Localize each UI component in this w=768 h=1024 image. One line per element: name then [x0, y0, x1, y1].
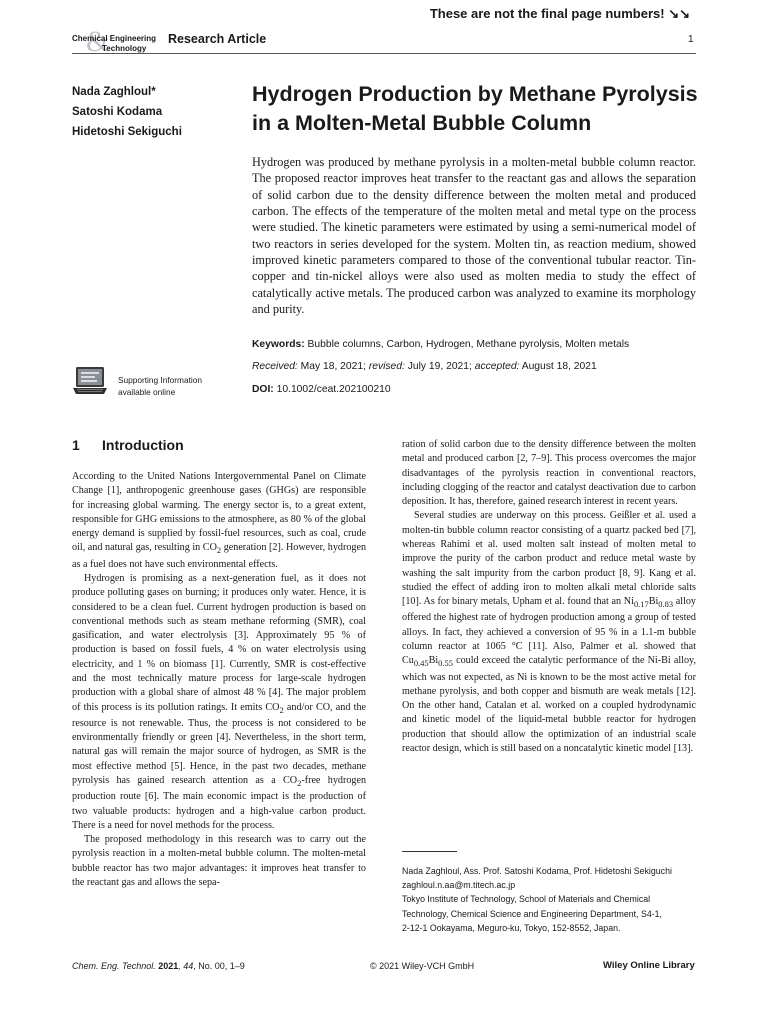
logo-ampersand: & [86, 25, 110, 58]
footnote-line: Tokyo Institute of Technology, School of Materials and Chemical [402, 894, 651, 905]
title-line: in a Molten-Metal Bubble Column [252, 111, 592, 135]
section-number: 1 [72, 437, 80, 453]
copyright: © 2021 Wiley-VCH GmbH [370, 961, 475, 971]
body-column-right [402, 438, 696, 756]
paragraph: Hydrogen is promising as a next-generation fuel, as it does not produce polluting gases on burning; it produces only water. Hence, it is considered to be a clean fuel. Current hydrogen production is based on conventional methods such as steam methane reforming (SMR), coal gasification, and water electrolysis [3]. Approximately 95 % of production is based on fossil fuels, 4 % on water electrolysis using electricity, and 1 % on biomass [1]. Currently, SMR is cost-effective and the most technically mature process for large-scale hydrogen production with a global share of almost 48 % [4]. The major problem of this process is its pollution ratings. It emits $CO_2$ and/or CO, and the resource is not renewable. Thus, the process is not considered to be environmentally friendly or green [4]. Nevertheless, in the short term, natural gas will remain the major source of hydrogen, as SMR is the most effective method [5]. Hence, in the past two decades, methane pyrolysis has gained research attention as a $CO_2$-free hydrogen production route [6]. The main economic impact is the production of two valuable products: hydrogen and a high-value carbon product. There is a need for novel methods for the process. [72, 573, 367, 831]
keywords [252, 339, 696, 350]
proof-notice: These are not the final page numbers! ↘↘ [429, 6, 690, 21]
received-label: Received: [252, 361, 298, 372]
accepted-date: August 18, 2021 [521, 361, 597, 372]
section-heading [72, 437, 184, 453]
received-date: May 18, 2021; [300, 361, 366, 372]
header-divider [72, 53, 696, 54]
doi-value[interactable]: 10.1002/ceat.202100210 [276, 384, 391, 395]
si-line: available online [118, 387, 176, 397]
doi-label: DOI: [252, 384, 274, 395]
section-title: Introduction [102, 437, 184, 453]
paragraph: The proposed methodology in this research was to carry out the pyrolysis reaction in a molten-metal bubble column. The molten-metal bubble reactor has two major advantages: it improves heat transfer to the reactant gas and allows the sepa- [72, 834, 366, 888]
logo-line-2: Technology [102, 44, 147, 53]
paragraph: Several studies are underway on this process. Geißler et al. used a molten-tin bubble column reactor consisting of a quartz packed bed [7], whereas Rahimi et al. used molten salt instead of molten metal to improve the purity of the carbon product and reduce metal waste by washing the salt impurity from the carbon product [8, 9]. Kang et al. studied the effect of adding iron to molten alkali metal chloride salts [10]. As for binary metals, Upham et al. found that an $Ni_{0.17}Bi_{0.83}$ alloy offered the highest rate of hydrogen production among a group of tested alloys. In fact, they achieved a conversion of 95 % in a 1.1-m bubble column reactor at 1065 °C [11]. Also, Palmer et al. showed that $Cu_{0.45}Bi_{0.55}$ could exceed the catalytic performance of the Ni-Bi alloy, which was not expected, as Ni is known to be the most active metal for methane pyrolysis, and both copper and bismuth are weak metals [12]. On the other hand, Catalan et al. worked on a coupled hydrodynamic and kinetic model of the liquid-metal bubble reactor for hydrogen production that should allow the optimization of an industrial scale reactor design, which is still based on a noncatalytic kinetic model [13]. [402, 510, 696, 754]
article-dates [252, 361, 597, 372]
body-column-left [72, 470, 366, 890]
keywords-label: Keywords: [252, 339, 305, 350]
author-name: Nada Zaghloul* [72, 86, 156, 98]
paragraph: ration of solid carbon due to the density difference between the molten metal and produced carbon [2, 7–9]. This process overcomes the major disadvantages of the pyrolysis reaction in conventional reactors, including clogging of the reactor and catalyst deactivation due to carbon deposition. It has, therefore, gained research interest in recent years. [402, 439, 696, 508]
accepted-label: accepted: [474, 361, 520, 372]
revised-label: revised: [368, 361, 405, 372]
author-list [72, 82, 182, 142]
paragraph: According to the United Nations Intergovernmental Panel on Climate Change [1], anthropogenic greenhouse gases (GHGs) are responsible for increasing global warming. The energy sector is, to a great extent, responsible for GHG emissions to the atmosphere, as 80 % of the global energy demand is supplied by fossil-fuel resources, such as coal, crude oil, and natural gas, resulting in $CO_2$ generation [2]. However, hydrogen as a fuel does not have such environmental effects. [72, 471, 367, 570]
doi[interactable] [252, 384, 391, 395]
author-name: Satoshi Kodama [72, 106, 163, 118]
revised-date: July 19, 2021; [407, 361, 472, 372]
footnote-line: Technology, Chemical Science and Engineering Department, S4-1, [402, 908, 662, 919]
logo-line-1: Chemical Engineering [72, 34, 157, 43]
abstract: Hydrogen was produced by methane pyrolysis in a molten-metal bubble column reactor. The proposed reactor improves heat transfer to the reactant gas and allows the separation of solid carbon due to the density difference between the molten metal and produced carbon. The effects of the temperature of the molten metal and metal type on the process were studied. The kinetic parameters were estimated by using a semi-numerical model of two reactors in series developed for the system. Molten tin, as reaction medium, showed improved kinetic parameters compared to those of the conventional tubular reactor. Tin-copper and tin-nickel alloys were also used as molten media to study the effect of catalytically active metals. The produced carbon was analyzed to examine its morphology and purity. [252, 155, 696, 317]
wiley-online-library-logo[interactable]: Wiley Online Library [603, 960, 695, 971]
journal-reference: Chem. Eng. Technol. 2021, 44, No. 00, 1–9 [72, 961, 245, 971]
supporting-info-icon[interactable] [73, 366, 107, 396]
article-title [252, 80, 702, 138]
page-number: 1 [688, 34, 694, 45]
author-affiliation [402, 864, 696, 935]
author-name: Hidetoshi Sekiguchi [72, 126, 182, 138]
supporting-info-text[interactable] [118, 374, 202, 398]
si-line: Supporting Information [118, 375, 202, 385]
section-label: Research Article [168, 32, 267, 46]
title-line: Hydrogen Production by Methane Pyrolysis [252, 82, 698, 106]
footnote-divider [402, 851, 457, 852]
footnote-line: Nada Zaghloul, Ass. Prof. Satoshi Kodama, Prof. Hidetoshi Sekiguchi [402, 866, 672, 876]
keywords-text: Bubble columns, Carbon, Hydrogen, Methane pyrolysis, Molten metals [307, 339, 630, 350]
author-email[interactable]: zaghloul.n.aa@m.titech.ac.jp [402, 880, 516, 891]
footnote-line: 2-12-1 Ookayama, Meguro-ku, Tokyo, 152-8552, Japan. [402, 922, 621, 933]
